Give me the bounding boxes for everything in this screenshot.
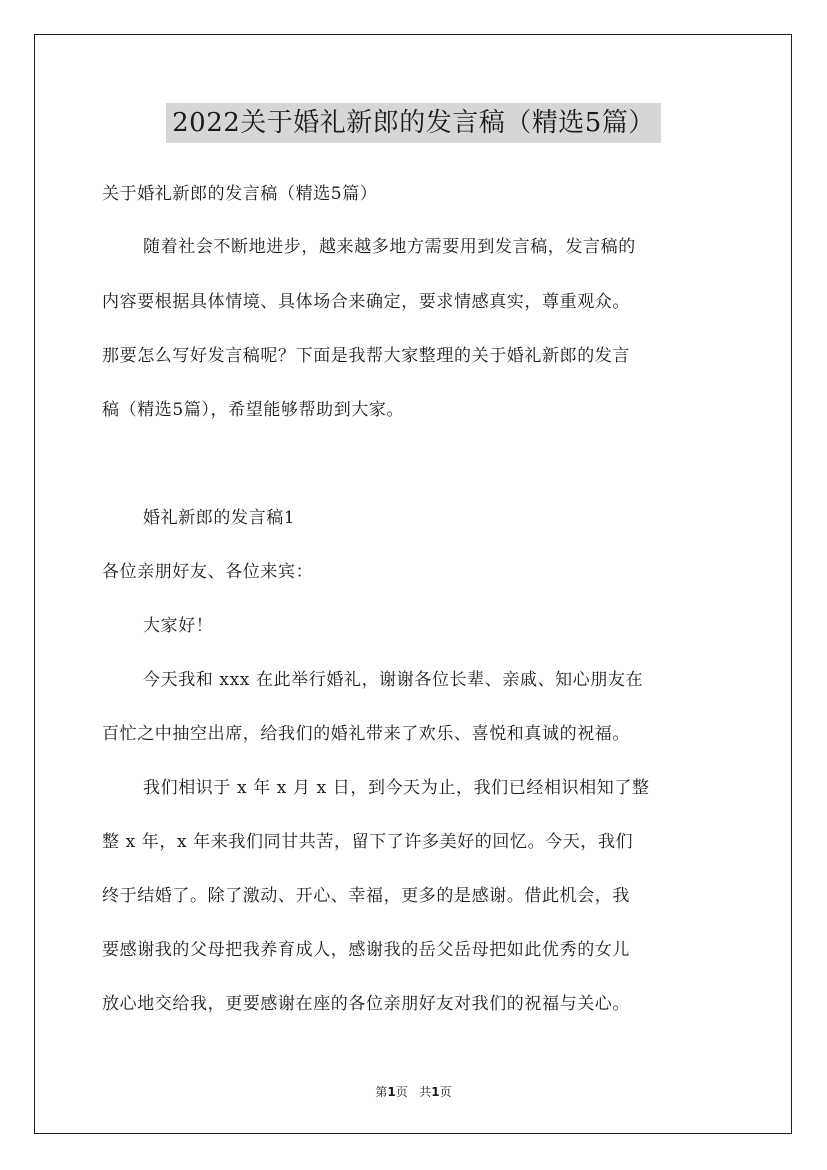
footer-page-prefix: 第 [375, 1085, 388, 1099]
footer-total-number: 1 [431, 1085, 440, 1099]
footer-page-number: 1 [387, 1085, 396, 1099]
para2-line-3: 终于结婚了。除了激动、开心、幸福，更多的是感谢。借此机会，我 [102, 886, 630, 906]
intro-line-4: 稿（精选5篇），希望能够帮助到大家。 [102, 400, 405, 420]
intro-line-1: 随着社会不断地进步，越来越多地方需要用到发言稿，发言稿的 [143, 237, 636, 257]
greeting: 大家好！ [143, 616, 214, 636]
title-container [0, 103, 827, 143]
footer-total-suffix: 页 [439, 1085, 452, 1099]
para2-line-4: 要感谢我的父母把我养育成人，感谢我的岳父岳母把如此优秀的女儿 [102, 940, 630, 960]
document-title: 2022关于婚礼新郎的发言稿（精选5篇） [166, 103, 661, 143]
para2-line-5: 放心地交给我，更要感谢在座的各位亲朋好友对我们的祝福与关心。 [102, 994, 630, 1014]
intro-line-2: 内容要根据具体情境、具体场合来确定，要求情感真实，尊重观众。 [102, 292, 630, 312]
section-heading: 婚礼新郎的发言稿1 [143, 508, 296, 528]
subtitle: 关于婚礼新郎的发言稿（精选5篇） [102, 184, 378, 204]
intro-line-3: 那要怎么写好发言稿呢？下面是我帮大家整理的关于婚礼新郎的发言 [102, 346, 630, 366]
para1-line-1: 今天我和 xxx 在此举行婚礼，谢谢各位长辈、亲戚、知心朋友在 [143, 670, 644, 690]
footer-total-prefix: 共 [419, 1085, 432, 1099]
para2-line-2: 整 x 年，x 年来我们同甘共苦，留下了许多美好的回忆。今天，我们 [102, 832, 634, 852]
footer-page-suffix: 页 [395, 1085, 408, 1099]
para1-line-2: 百忙之中抽空出席，给我们的婚礼带来了欢乐、喜悦和真诚的祝福。 [102, 724, 630, 744]
para2-line-1: 我们相识于 x 年 x 月 x 日，到今天为止，我们已经相识相知了整 [143, 778, 650, 798]
salutation: 各位亲朋好友、各位来宾： [102, 562, 314, 582]
page-footer [0, 1083, 827, 1100]
